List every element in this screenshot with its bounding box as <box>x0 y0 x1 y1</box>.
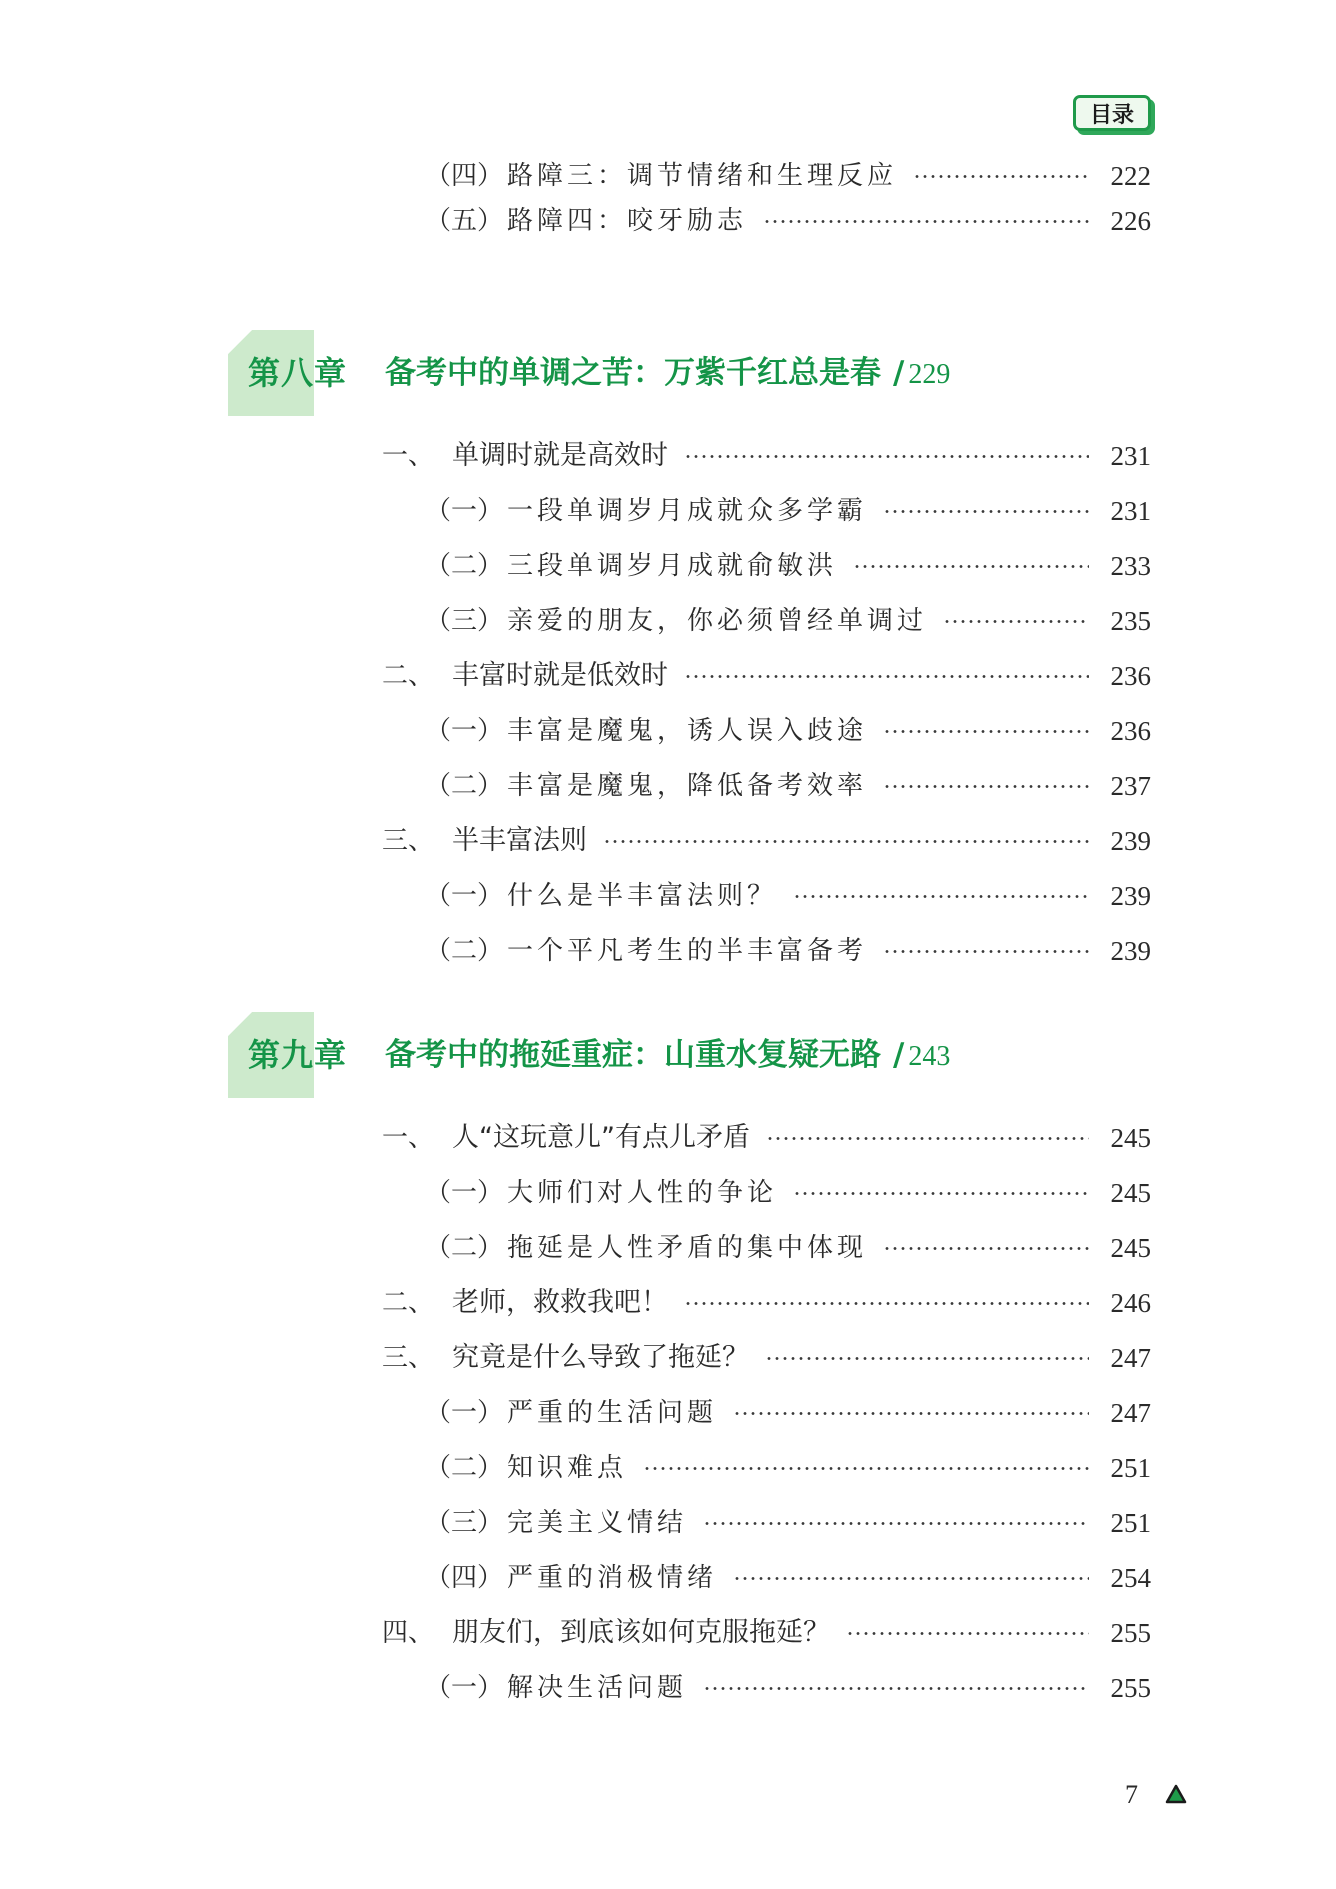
entry-page: 251 <box>1110 1453 1151 1483</box>
entry-number: （一） <box>425 1398 504 1428</box>
entry-title: 半丰富法则 <box>452 825 587 856</box>
toc-entry[interactable] <box>425 1173 1151 1213</box>
leader-dots <box>943 620 1089 623</box>
entry-page: 247 <box>1110 1343 1151 1373</box>
entry-page: 255 <box>1110 1618 1151 1648</box>
entry-number: （二） <box>425 771 504 801</box>
entry-number: 三、 <box>382 826 435 856</box>
leader-dots <box>793 1192 1089 1195</box>
leader-dots <box>643 1467 1089 1470</box>
entry-number: （二） <box>425 551 504 581</box>
entry-number: 二、 <box>382 661 435 691</box>
entry-title: 知识难点 <box>507 1453 628 1483</box>
leader-dots <box>703 1522 1089 1525</box>
toc-entry[interactable] <box>425 1448 1151 1488</box>
toc-entry[interactable] <box>425 931 1151 971</box>
entry-number: 三、 <box>382 1343 435 1373</box>
entry-title: 一段单调岁月成就众多学霸 <box>507 496 868 526</box>
leader-dots <box>684 455 1089 458</box>
leader-dots <box>763 220 1089 223</box>
entry-page: 236 <box>1110 716 1151 746</box>
chapter-slash: / <box>893 355 905 391</box>
toc-entry[interactable] <box>382 436 1151 476</box>
leader-dots <box>853 565 1089 568</box>
leader-dots <box>733 1577 1089 1580</box>
toc-entry[interactable] <box>425 1503 1151 1543</box>
leader-dots <box>883 785 1089 788</box>
entry-number: 一、 <box>382 1123 435 1153</box>
chapter-page: 243 <box>908 1041 951 1072</box>
leader-dots <box>765 1357 1089 1360</box>
leader-dots <box>703 1687 1089 1690</box>
entry-page: 236 <box>1110 661 1151 691</box>
chapter-heading-9[interactable] <box>228 1012 1151 1098</box>
entry-page: 222 <box>1110 161 1151 191</box>
entry-number: 二、 <box>382 1288 435 1318</box>
entry-title: 丰富时就是低效时 <box>452 660 668 691</box>
entry-number: （一） <box>425 881 504 911</box>
leader-dots <box>793 895 1089 898</box>
toc-entry[interactable] <box>425 546 1151 586</box>
toc-entry[interactable] <box>425 1228 1151 1268</box>
toc-entry[interactable] <box>425 1393 1151 1433</box>
entry-title: 什么是半丰富法则？ <box>507 881 778 911</box>
leader-dots <box>883 950 1089 953</box>
entry-title: 拖延是人性矛盾的集中体现 <box>507 1233 868 1263</box>
entry-title: 路障三：调节情绪和生理反应 <box>507 161 898 191</box>
toc-entry[interactable] <box>425 1558 1151 1598</box>
entry-number: （二） <box>425 1453 504 1483</box>
toc-entry[interactable] <box>425 876 1151 916</box>
entry-page: 254 <box>1110 1563 1151 1593</box>
toc-entry[interactable] <box>425 201 1151 241</box>
chapter-title-line <box>385 1032 950 1080</box>
entry-title: 朋友们，到底该如何克服拖延？ <box>452 1617 830 1648</box>
entry-page: 239 <box>1110 826 1151 856</box>
entry-page: 245 <box>1110 1123 1151 1153</box>
toc-entry[interactable] <box>425 156 1151 196</box>
entry-number: （一） <box>425 496 504 526</box>
entry-title: 路障四：咬牙励志 <box>507 206 748 236</box>
toc-entry[interactable] <box>382 821 1151 861</box>
toc-entry[interactable] <box>425 601 1151 641</box>
entry-title: 亲爱的朋友，你必须曾经单调过 <box>507 606 928 636</box>
toc-entry[interactable] <box>425 1668 1151 1708</box>
entry-title: 解决生活问题 <box>507 1673 688 1703</box>
entry-title: 丰富是魔鬼，降低备考效率 <box>507 771 868 801</box>
entry-title: 严重的生活问题 <box>507 1398 718 1428</box>
toc-entry[interactable] <box>382 656 1151 696</box>
entry-page: 233 <box>1110 551 1151 581</box>
toc-entry[interactable] <box>382 1613 1151 1653</box>
leader-dots <box>846 1632 1089 1635</box>
entry-page: 231 <box>1110 441 1151 471</box>
entry-page: 245 <box>1110 1178 1151 1208</box>
entry-number: 一、 <box>382 441 435 471</box>
leader-dots <box>684 1302 1089 1305</box>
entry-title: 人“这玩意儿”有点儿矛盾 <box>452 1122 750 1153</box>
entry-page: 239 <box>1110 936 1151 966</box>
chapter-slash: / <box>893 1037 905 1073</box>
entry-title: 丰富是魔鬼，诱人误入歧途 <box>507 716 868 746</box>
entry-number: （三） <box>425 1508 504 1538</box>
entry-number: （一） <box>425 716 504 746</box>
toc-entry[interactable] <box>425 766 1151 806</box>
leader-dots <box>766 1137 1089 1140</box>
entry-title: 老师，救救我吧！ <box>452 1287 668 1318</box>
entry-page: 246 <box>1110 1288 1151 1318</box>
entry-number: （二） <box>425 1233 504 1263</box>
chapter-heading-8[interactable] <box>228 330 1151 416</box>
chapter-title: 备考中的拖延重症：山重水复疑无路 <box>385 1037 881 1073</box>
entry-page: 255 <box>1110 1673 1151 1703</box>
entry-title: 大师们对人性的争论 <box>507 1178 778 1208</box>
entry-title: 一个平凡考生的半丰富备考 <box>507 936 868 966</box>
entry-title: 严重的消极情绪 <box>507 1563 718 1593</box>
entry-number: 四、 <box>382 1618 435 1648</box>
toc-entry[interactable] <box>425 711 1151 751</box>
leader-dots <box>684 675 1089 678</box>
entry-page: 251 <box>1110 1508 1151 1538</box>
chapter-title-line <box>385 350 950 398</box>
leader-dots <box>733 1412 1089 1415</box>
entry-title: 完美主义情结 <box>507 1508 688 1538</box>
chapter-label: 第九章 <box>248 1036 348 1074</box>
entry-page: 245 <box>1110 1233 1151 1263</box>
entry-page: 239 <box>1110 881 1151 911</box>
leader-dots <box>883 510 1089 513</box>
entry-number: （四） <box>425 161 504 191</box>
entry-number: （一） <box>425 1178 504 1208</box>
entry-page: 235 <box>1110 606 1151 636</box>
toc-badge: 目录 <box>1073 95 1151 131</box>
entry-title: 单调时就是高效时 <box>452 440 668 471</box>
chapter-title: 备考中的单调之苦：万紫千红总是春 <box>385 355 881 391</box>
leader-dots <box>603 840 1089 843</box>
entry-page: 231 <box>1110 496 1151 526</box>
page-number: 7 <box>1125 1780 1138 1809</box>
toc-entry[interactable] <box>382 1118 1151 1158</box>
entry-page: 226 <box>1110 206 1151 236</box>
toc-entry[interactable] <box>382 1283 1151 1323</box>
triangle-icon <box>1165 1784 1187 1804</box>
leader-dots <box>883 730 1089 733</box>
chapter-label: 第八章 <box>248 354 348 392</box>
entry-title: 究竟是什么导致了拖延？ <box>452 1342 749 1373</box>
leader-dots <box>913 175 1089 178</box>
entry-page: 247 <box>1110 1398 1151 1428</box>
entry-number: （一） <box>425 1673 504 1703</box>
entry-number: （三） <box>425 606 504 636</box>
entry-number: （四） <box>425 1563 504 1593</box>
entry-title: 三段单调岁月成就俞敏洪 <box>507 551 838 581</box>
entry-page: 237 <box>1110 771 1151 801</box>
toc-entry[interactable] <box>382 1338 1151 1378</box>
chapter-page: 229 <box>908 359 951 390</box>
leader-dots <box>883 1247 1089 1250</box>
toc-entry[interactable] <box>425 491 1151 531</box>
entry-number: （二） <box>425 936 504 966</box>
entry-number: （五） <box>425 206 504 236</box>
